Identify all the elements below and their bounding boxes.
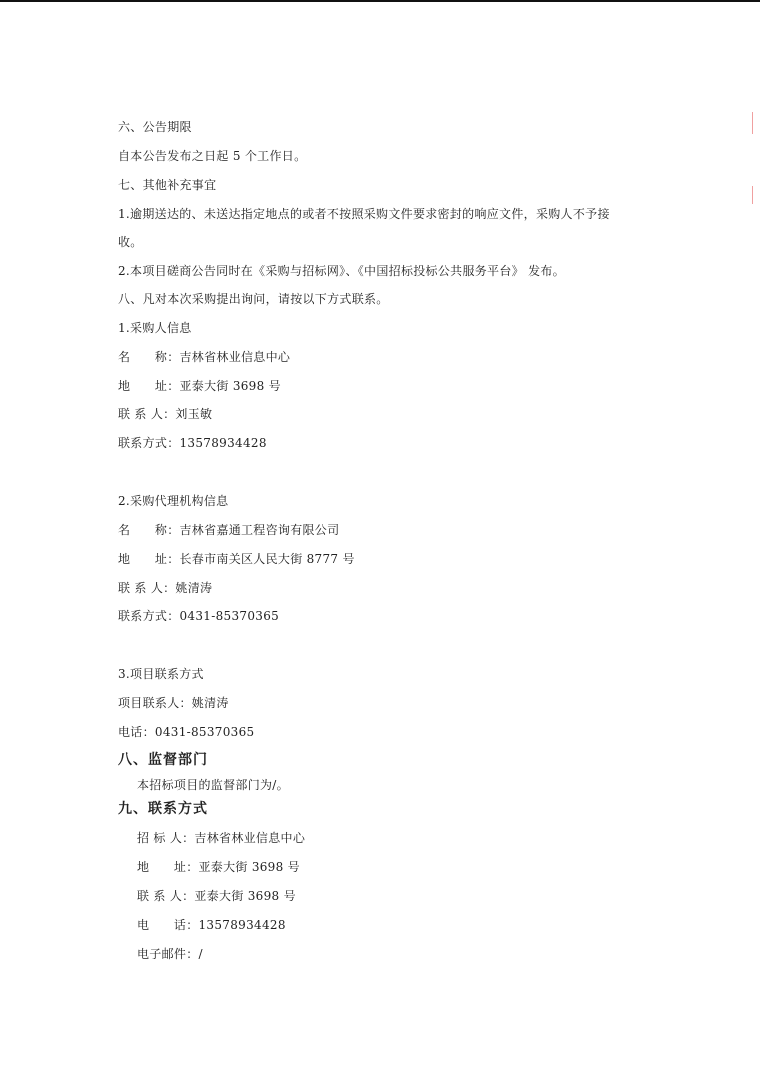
agency-name: 名 称：吉林省嘉通工程咨询有限公司: [118, 523, 340, 537]
tenderer-email: 电子邮件：/: [137, 947, 203, 961]
purchaser-phone: 联系方式：13578934428: [118, 436, 267, 450]
project-contact-phone: 电话：0431-85370365: [118, 725, 255, 739]
supervision-text: 本招标项目的监督部门为/。: [137, 778, 289, 792]
scan-mark: [752, 186, 753, 204]
top-border-line: [0, 0, 760, 2]
section-heading-inquiry-contacts: 八、凡对本次采购提出询问，请按以下方式联系。: [118, 292, 389, 306]
section-heading-announcement-period: 六、公告期限: [118, 120, 192, 134]
agency-phone: 联系方式：0431-85370365: [118, 609, 280, 623]
purchaser-name: 名 称：吉林省林业信息中心: [118, 350, 291, 364]
section-heading-supervision: 八、监督部门: [118, 752, 208, 768]
agency-contact-person: 联 系 人：姚清涛: [118, 581, 213, 595]
project-contact-person: 项目联系人：姚清涛: [118, 696, 229, 710]
section-heading-contact: 九、联系方式: [118, 801, 208, 817]
purchaser-info-heading: 1.采购人信息: [118, 321, 192, 335]
agency-address: 地 址：长春市南关区人民大街 8777 号: [118, 552, 355, 566]
tenderer-address: 地 址：亚泰大街 3698 号: [137, 860, 300, 874]
other-matters-item-1: 1.逾期送达的、未送达指定地点的或者不按照采购文件要求密封的响应文件，采购人不予接: [118, 207, 610, 221]
tenderer-name: 招 标 人：吉林省林业信息中心: [137, 831, 306, 845]
tenderer-phone: 电 话：13578934428: [137, 918, 286, 932]
tenderer-contact-person: 联 系 人：亚泰大街 3698 号: [137, 889, 296, 903]
scan-mark: [752, 112, 753, 134]
purchaser-contact-person: 联 系 人：刘玉敏: [118, 407, 213, 421]
project-contact-heading: 3.项目联系方式: [118, 667, 204, 681]
section-heading-other-matters: 七、其他补充事宜: [118, 178, 217, 192]
purchaser-address: 地 址：亚泰大街 3698 号: [118, 379, 281, 393]
other-matters-item-1-cont: 收。: [118, 235, 143, 249]
agency-info-heading: 2.采购代理机构信息: [118, 494, 229, 508]
other-matters-item-2: 2.本项目磋商公告同时在《采购与招标网》、《中国招标投标公共服务平台》 发布。: [118, 264, 565, 278]
announcement-period-text: 自本公告发布之日起 5 个工作日。: [118, 149, 307, 163]
